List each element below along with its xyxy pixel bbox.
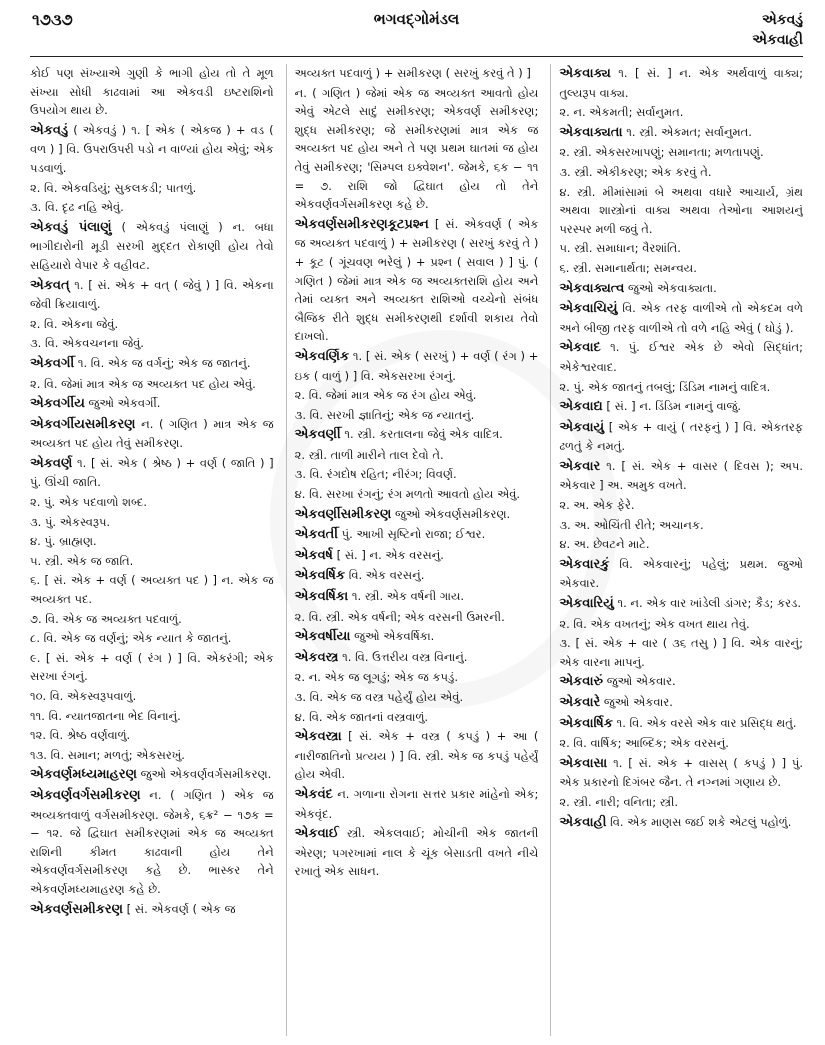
dictionary-entry — [30, 121, 274, 178]
dictionary-entry — [295, 546, 539, 566]
definition-text: વિ. એક વરસનું. — [348, 568, 425, 583]
definition-text: સ્ત્રી. એકલવાઈ; મોચીની એક જાતની એરણ; પગરખામાં નાલ કે ચૂંક બેસાડતી વખતે નીચે રખાતું એક સાધન. — [294, 826, 539, 879]
definition-text: જુઓ એકવર્ગી. — [88, 396, 161, 411]
definition-text: ૧. [ સં. એક + વાસસ્ ( કપડું ) ] પું. એક પ્રકારનો દિગંબર જૈન. તે નગ્નમાં ગણાય છે. — [559, 755, 804, 790]
definition-text: ૧. [ સં. એક + વત્ ( જેવું ) ] વિ. એકના જેવી ક્રિયાવાળું. — [30, 277, 274, 312]
column-right — [550, 64, 803, 1036]
dictionary-entry — [30, 629, 274, 648]
definition-text: ૨. વિ. એકવડિયું; સુકલકડી; પાતળું. — [30, 180, 197, 195]
dictionary-entry — [295, 824, 539, 881]
dictionary-entry — [559, 634, 803, 671]
dictionary-entry — [30, 64, 274, 120]
definition-text: ૨. ન. એકમતી; સર્વાનુમત. — [559, 105, 684, 120]
definition-text: પું. આખી સૃષ્ટિનો રાજા; ઈશ્વર. — [341, 527, 486, 542]
definition-text: અવ્યક્ત પદવાળું ) + સમીકરણ ( સરખું કરવું તે ) ] — [294, 66, 531, 80]
dictionary-entry — [559, 734, 803, 753]
dictionary-entry — [559, 714, 803, 734]
headword: એકવસ્ત્ર — [294, 649, 339, 665]
dictionary-entry — [559, 693, 803, 713]
definition-text: [ સં. એકવર્ણ ( એક જ અવ્યક્ત પદવાળું ) + સમીકરણ ( સરખું કરવું તે ) + કૂટ ( ગૂંચવણ ભરેલું ) + પ્રશ્ન ( સવાલ ) ] પું. ( ગણિત ) જેમાં માત્ર એક જ અવ્યક્તરાશિ હોય અને તેમાં વ્યક્ત અને અવ્યક્ત રાશિઓ વચ્ચેનો સંબંધ બૈજિક રીતે શુદ્ધ સમીકરણથી દર્શાવી શકાય તેવો દાખલો. — [294, 216, 539, 344]
dictionary-entry — [30, 786, 274, 899]
guide-word-first: એકવડું — [761, 12, 803, 28]
dictionary-entry — [30, 552, 274, 571]
dictionary-entry — [559, 813, 803, 833]
headword: એકવર્ણી — [294, 427, 341, 443]
dictionary-entry — [30, 610, 274, 629]
definition-text: કોઈ પણ સંખ્યાએ ગુણી કે ભાગી હોય તો તે મૂળ સંખ્યા સોધી કાઢવામાં આ એકવડી ઇષ્ટરાશિનો ઉપયોગ થાય છે. — [30, 66, 274, 118]
dictionary-columns — [30, 64, 803, 1036]
headword: એકવાર — [559, 458, 601, 474]
dictionary-entry — [295, 425, 539, 445]
definition-text: ૩. પું. એકસ્વરૂપ. — [30, 514, 111, 529]
definition-text: [ સં. ] ન. એક વરસનું. — [336, 547, 444, 562]
dictionary-entry — [30, 179, 274, 198]
dictionary-entry — [30, 571, 274, 608]
headword: એકવર્ણમધ્યમાહરણ — [30, 767, 137, 783]
dictionary-entry — [559, 457, 803, 495]
dictionary-entry — [295, 215, 539, 346]
definition-text: ૧. [ સં. ] ન. એક અર્થવાળું વાક્ય; તુલ્યરૂપ વાક્ય. — [559, 66, 804, 100]
dictionary-entry — [30, 707, 274, 726]
definition-text: ન. ( ગણિત ) જેમાં એક જ અવ્યક્ત આવતો હોય એવું એટલે સાદું સમીકરણ; એકવર્ણ સમીકરણ; શુદ્ધ સમીકરણ; જે સમીકરણમાં માત્ર એક જ અવ્યક્ત પદ હોય અને તે પણ પ્રથમ ઘાતમાં જ હોય તેવું સમીકરણ; 'સિમ્પલ ઇક્વેશન'. જેમકે, ૬ક − ૧૧ = ૭. રાશિ જો દ્વિઘાત હોય તો તેને એકવર્ણવર્ગસમીકરણ કહે છે. — [294, 85, 539, 212]
headword: એકવારકું — [559, 556, 610, 572]
definition-text: ૩. વિ. દૃઢ નહિ એવું. — [30, 200, 124, 215]
headword: એકવર્ગી — [30, 355, 75, 371]
dictionary-entry — [295, 406, 539, 425]
definition-text: ૧૩. વિ. સમાન; મળતું; એકસરખું. — [30, 747, 185, 762]
running-title: ભગવદ્ગોમંડલ — [373, 10, 460, 28]
definition-text: ૨. અ. એક ફેરે. — [559, 498, 635, 513]
headword: એકવાદ્ય — [559, 399, 603, 415]
headword: એકવર્ણસમીકરણકૂટપ્રશ્ન — [294, 216, 429, 232]
definition-text: જુઓ એકવર્ષિકા. — [354, 629, 435, 644]
dictionary-entry — [559, 754, 803, 792]
dictionary-entry — [295, 64, 539, 83]
definition-text: ન. ( ગણિત ) એક જ અવ્યક્તવાળું વર્ગસમીકરણ. જેમકે, ૬ક્ર² − ૧૭ક = − ૧૨. જે દ્વિઘાત સમીકરણમાં એક જ અવ્યક્ત રાશિની કીમત કાઢવાની હોય તેને એકવર્ણવર્ગસમીકરણ કહે છે. ભાસ્કર તેને એકવર્ણમધ્યમાહરણ કહે છે. — [30, 787, 274, 896]
dictionary-entry — [559, 672, 803, 692]
dictionary-entry — [295, 485, 539, 504]
dictionary-entry — [559, 496, 803, 515]
definition-text: [ સં. ] ન. ડિંડિમ નામનું વાજું. — [606, 399, 742, 414]
dictionary-entry — [30, 900, 274, 920]
dictionary-entry — [30, 765, 274, 785]
dictionary-entry — [559, 516, 803, 535]
dictionary-entry — [30, 394, 274, 414]
headword: એકવારું — [559, 674, 604, 690]
dictionary-entry — [30, 354, 274, 374]
headword: એકવડું — [30, 122, 69, 138]
headword: એકવડું પંલાણું — [30, 219, 112, 235]
dictionary-entry — [559, 555, 803, 593]
dictionary-entry — [559, 418, 803, 456]
dictionary-entry — [30, 454, 274, 492]
definition-text: જુઓ એકવાર. — [606, 674, 676, 689]
definition-text: ૪. વિ. એક જાતનાં વસ્ત્રવાળું. — [294, 709, 429, 724]
dictionary-entry — [295, 566, 539, 586]
definition-text: જુઓ એકવર્ણસમીકરણ. — [395, 506, 511, 521]
definition-text: ૧. ન. એક વાર ખાંડેલી ડાંગર; કૈડ; કરડ. — [617, 596, 802, 611]
definition-text: [ સં. એકવર્ણ ( એક જ — [126, 901, 236, 916]
headword: એકવર્ગીયસમીકરણ — [30, 416, 136, 432]
definition-text: ૧૧. વિ. ન્યાતજાતના ભેદ વિનાનું. — [30, 708, 181, 723]
headword: એકવસ્ત્રા — [294, 729, 342, 745]
headword: એકવાક્ય — [559, 66, 611, 81]
dictionary-entry — [295, 648, 539, 668]
definition-text: ૫. સ્ત્રી. સમાધાન; વૈરશાંતિ. — [559, 241, 681, 256]
definition-text: વિ. એકવારનું; પહેલું; પ્રથમ. જુઓ એકવાર. — [559, 556, 804, 591]
dictionary-entry — [559, 397, 803, 417]
dictionary-entry — [30, 687, 274, 706]
definition-text: ૨. પું. એક જાતનું તબલું; ડિંડિમ નામનું વાદિત્ર. — [559, 379, 771, 394]
dictionary-entry — [295, 608, 539, 627]
guide-words — [752, 10, 803, 50]
column-middle — [286, 64, 539, 1036]
definition-text: ૧. [ સં. એક ( શ્રેષ્ઠ ) + વર્ણ ( જાતિ ) ] પું. ઊંચી જાતિ. — [30, 455, 274, 490]
definition-text: ૧. સ્ત્રી. કરતાલના જેવું એક વાદિત્ર. — [344, 427, 503, 442]
dictionary-entry — [30, 375, 274, 394]
headword: એકવર્તી — [294, 527, 339, 543]
definition-text: [ એક + વાયું ( તરફનું ) ] વિ. એકતરફ ઢળતું કે નમતું. — [559, 419, 804, 454]
definition-text: ૨. વિ. વાર્ષિક; આબ્દિક; એક વરસનું. — [559, 736, 729, 751]
definition-text: ૧૨. વિ. શ્રેષ્ઠ વર્ણવાળું. — [30, 728, 131, 743]
headword: એકવાક્યત્વ — [559, 280, 625, 296]
headword: એકવર્ણસમીકરણ — [30, 901, 123, 917]
definition-text: ૮. વિ. એક જ વર્ણનું; એક ન્યાત કે જાતનું. — [30, 631, 232, 646]
dictionary-entry — [30, 218, 274, 275]
headword: એકવર્ણીસમીકરણ — [294, 506, 392, 522]
definition-text: ૬. [ સં. એક + વર્ણ ( અવ્યક્ત પદ ) ] ન. એક જ અવ્યક્ત પદ. — [30, 573, 274, 607]
definition-text: ૨. વિ. સ્ત્રી. એક વર્ષની; એક વરસની ઉમરની. — [294, 609, 505, 624]
dictionary-entry — [30, 649, 274, 686]
dictionary-entry — [30, 746, 274, 765]
dictionary-entry — [295, 688, 539, 707]
dictionary-entry — [295, 525, 539, 545]
definition-text: [ સં. એક + વસ્ત્ર ( કપડું ) + આ ( નારીજાતિનો પ્રત્યય ) ] વિ. સ્ત્રી. એક જ કપડું પહેર્યું હોય એવી. — [294, 729, 539, 782]
dictionary-entry — [30, 726, 274, 745]
page-number: ૧૭૩૭ — [32, 10, 73, 29]
dictionary-entry — [559, 535, 803, 554]
dictionary-entry — [559, 143, 803, 162]
definition-text: ૫. સ્ત્રી. એક જ જાતિ. — [30, 553, 134, 568]
definition-text: વિ. એક માણસ જઈ શકે એટલું પહોળું. — [610, 814, 792, 829]
dictionary-entry — [559, 103, 803, 122]
headword: એકવર્ષિકા — [294, 589, 349, 605]
headword: એકવાયું — [559, 419, 605, 435]
dictionary-entry — [30, 276, 274, 314]
dictionary-entry — [295, 785, 539, 823]
dictionary-entry — [559, 163, 803, 182]
headword: એકવાઈ — [294, 826, 339, 842]
definition-text: ૪. પું. બ્રાહ્મણ. — [30, 534, 97, 549]
definition-text: ૧. [ સં. એક ( સરખું ) + વર્ણ ( રંગ ) + ઇક ( વાળું ) ] વિ. એકસરખા રંગનું. — [294, 348, 539, 383]
dictionary-entry — [295, 668, 539, 687]
dictionary-entry — [295, 84, 539, 214]
definition-text: ( એકવડું ) ૧. [ એક ( એકજ ) + વડ ( વળ ) ] વિ. ઉપરાઉપરી પડો ન વાળ્યાં હોય એવું; એક પડવાળું. — [30, 122, 274, 175]
definition-text: ( એકવડું પંલાણું ) ન. બધા ભાગીદારોની મૂડી સરખી મુદ્દત રોકાણી હોય તેવો સહિયારો વેપાર કે વહીવટ. — [30, 219, 274, 272]
definition-text: ૨. વિ. એકના જેવું. — [30, 316, 119, 331]
dictionary-entry — [295, 347, 539, 385]
headword: એકવર્ણિક — [294, 348, 350, 364]
definition-text: ૩. વિ. સરખી જ્ઞાતિનું; એક જ ન્યાતનું. — [294, 407, 475, 422]
headword: એકવાહી — [559, 814, 607, 830]
definition-text: ૨. સ્ત્રી. નારી; વનિતા; સ્ત્રી. — [559, 794, 679, 809]
dictionary-entry — [559, 279, 803, 299]
headword: એકવારિયું — [559, 596, 614, 612]
definition-text: જુઓ એકવાર. — [603, 695, 673, 709]
definition-text: ૨. વિ. જેમાં માત્ર એક જ રંગ હોય એવું. — [294, 388, 477, 403]
dictionary-entry — [559, 793, 803, 812]
page-header — [30, 10, 803, 58]
guide-word-last: એકવાહી — [752, 32, 803, 48]
dictionary-entry — [30, 493, 274, 512]
definition-text: ૨. પું. એક પદવાળો શબ્દ. — [30, 495, 148, 510]
dictionary-entry — [295, 465, 539, 484]
dictionary-entry — [30, 198, 274, 217]
definition-text: ૧. વિ. એક જ વર્ગનું; એક જ જાતનું. — [77, 355, 251, 370]
definition-text: ૨. સ્ત્રી. તાળી મારીને તાલ દેવો તે. — [294, 447, 444, 462]
dictionary-entry — [295, 627, 539, 647]
dictionary-entry — [295, 727, 539, 784]
dictionary-entry — [295, 446, 539, 465]
headword: એકવારે — [559, 695, 601, 710]
headword: એકવાચિયું — [559, 301, 618, 317]
definition-text: ૩. સ્ત્રી. એકીકરણ; એક કરવું તે. — [559, 164, 712, 179]
definition-text: ૧. સ્ત્રી. એકમત; સર્વાનુમત. — [626, 124, 752, 139]
headword: એકવર્ષીયા — [294, 629, 351, 645]
definition-text: ૨. વિ. એક વખતનું; એક વખત થાય તેવું. — [559, 616, 750, 631]
headword: એકવર્ણવર્ગસમીકરણ — [30, 787, 141, 803]
headword: એકવાસા — [559, 755, 608, 771]
definition-text: ૨. ન. એક જ લૂગડું; એક જ કપડું. — [294, 670, 458, 685]
definition-text: ૯. [ સં. એક + વર્ણ ( રંગ ) ] વિ. એકરંગી; એક સરખા રંગનું. — [30, 650, 274, 684]
dictionary-entry — [559, 378, 803, 397]
definition-text: ૩. વિ. રંગદોષ રહિત; નીરંગ; વિવર્ણ. — [294, 467, 457, 482]
definition-text: જુઓ એકવર્ણવર્ગસમીકરણ. — [140, 767, 272, 782]
definition-text: ૨. સ્ત્રી. એકસરખાપણું; સમાનતા; મળતાપણું. — [559, 145, 764, 160]
headword: એકવર્ગીય — [30, 396, 85, 412]
dictionary-entry — [559, 239, 803, 258]
dictionary-entry — [30, 334, 274, 353]
dictionary-entry — [559, 594, 803, 614]
headword: એકવાદ — [559, 340, 601, 356]
dictionary-entry — [559, 64, 803, 102]
definition-text: ૨. વિ. જેમાં માત્ર એક જ અવ્યક્ત પદ હોય એવું. — [30, 376, 256, 391]
dictionary-entry — [30, 513, 274, 532]
definition-text: ૭. વિ. એક જ અવ્યક્ત પદવાળું. — [30, 611, 182, 626]
definition-text: ૩. [ સં. એક + વાર ( ૩૬ તસુ ) ] વિ. એક વારનું; એક વારના માપનું. — [559, 636, 804, 669]
dictionary-entry — [295, 505, 539, 525]
definition-text: ન. ( ગણિત ) માત્ર એક જ અવ્યક્ત પદ હોય તેવું સમીકરણ. — [30, 416, 274, 451]
definition-text: ૧૦. વિ. એકસ્વરૂપવાળું. — [30, 689, 137, 703]
definition-text: ૬. સ્ત્રી. સમાનાર્થતા; સમન્વય. — [559, 260, 697, 275]
dictionary-entry — [559, 123, 803, 143]
definition-text: વિ. એક તરફ વાળીએ તો એકદમ વળે અને બીજી તરફ વાળીએ તો વળે નહિ એવું ( ઘોડું ). — [559, 301, 804, 335]
definition-text: ૧. [ સં. એક + વાસર ( દિવસ ); અપ. એકવાર ] અ. અમુક વખતે. — [559, 458, 804, 493]
definition-text: ૩. વિ. એક જ વસ્ત્ર પહેર્યું હોય એવું. — [294, 690, 464, 704]
headword: એકવાક્યતા — [559, 124, 623, 140]
definition-text: ૪. સ્ત્રી. મીમાંસામાં બે અથવા વધારે આચાર્ય, ગ્રંથ અથવા શાસ્ત્રોનાં વાક્ય અથવા તેઓના આશયનું પરસ્પર મળી જવું તે. — [559, 184, 804, 236]
definition-text: જુઓ એકવાક્યતા. — [628, 280, 717, 295]
dictionary-entry — [30, 315, 274, 334]
definition-text: ૧. સ્ત્રી. એક વર્ષની ગાય. — [351, 589, 465, 604]
dictionary-entry — [295, 587, 539, 607]
definition-text: ૧. વિ. ઉત્તરીય વસ્ત્ર વિનાનું. — [342, 649, 468, 664]
dictionary-entry — [559, 299, 803, 337]
definition-text: ૪. અ. છેવટને માટે. — [559, 537, 650, 552]
definition-text: ૩. વિ. એકવચનના જેવું. — [30, 336, 144, 351]
dictionary-entry — [559, 183, 803, 239]
definition-text: ૧. પું. ઈશ્વર એક છે એવો સિદ્ધાંત; એકેશ્વરવાદ. — [559, 340, 804, 374]
dictionary-entry — [295, 708, 539, 727]
header-rule — [30, 56, 803, 57]
definition-text: ૧. વિ. એક વરસે એક વાર પ્રસિદ્ધ થતું. — [616, 715, 797, 730]
headword: એકવત્ — [30, 277, 70, 293]
dictionary-entry — [559, 259, 803, 278]
headword: એકવાર્ષિક — [559, 715, 613, 731]
headword: એકવર્ષ — [294, 547, 333, 563]
dictionary-entry — [30, 532, 274, 551]
definition-text: ૩. અ. ઓચિંતી રીતે; અચાનક. — [559, 517, 704, 532]
dictionary-entry — [559, 338, 803, 376]
dictionary-entry — [559, 615, 803, 634]
headword: એકવર્ષિક — [294, 568, 346, 584]
headword: એકવંદ — [294, 786, 333, 802]
definition-text: ન. ગળાના રોગના સત્તર પ્રકાર માંહેનો એક; એકવૃંદ. — [294, 786, 539, 821]
definition-text: ૪. વિ. સરખા રંગનું; રંગ મળતો આવતો હોય એવું. — [294, 487, 521, 502]
dictionary-entry — [295, 386, 539, 405]
dictionary-entry — [30, 415, 274, 453]
column-left — [30, 64, 274, 1036]
headword: એકવર્ણ — [30, 455, 73, 471]
